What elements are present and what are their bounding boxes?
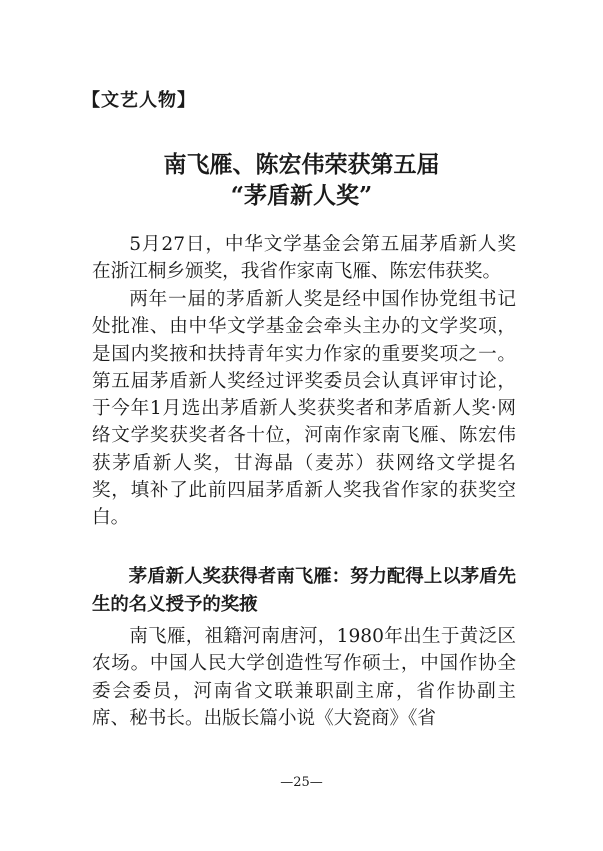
- paragraph-3: 南飞雁，祖籍河南唐河，1980年出生于黄泛区农场。中国人民大学创造性写作硕士，中国作协全委会委员，河南省文联兼职副主席，省作协副主席、秘书长。出版长篇小说《大瓷商》《省: [92, 626, 516, 729]
- page-number: —25—: [280, 775, 323, 790]
- article-title-line-2: “茅盾新人奖”: [230, 182, 373, 209]
- paragraph-2: 两年一届的茅盾新人奖是经中国作协党组书记处批准、由中华文学基金会牵头主办的文学奖项，是国内奖掖和扶持青年实力作家的重要奖项之一。第五届茅盾新人奖经过评奖委员会认真评审讨论，于今年1月选出茅盾新人奖获奖者和茅盾新人奖·网络文学奖获奖者各十位，河南作家南飞雁、陈宏伟获茅盾新人奖，甘海晶（麦苏）获网络文学提名奖，填补了此前四届茅盾新人奖我省作家的获奖空白。: [92, 289, 516, 529]
- section-tag: 【文艺人物】: [82, 90, 196, 111]
- article-title-line-1: 南飞雁、陈宏伟荣获第五届: [163, 151, 440, 178]
- subheading: 茅盾新人奖获得者南飞雁：努力配得上以茅盾先生的名义授予的奖掖: [92, 566, 516, 615]
- paragraph-1: 5月27日，中华文学基金会第五届茅盾新人奖在浙江桐乡颁奖，我省作家南飞雁、陈宏伟获奖。: [92, 234, 516, 283]
